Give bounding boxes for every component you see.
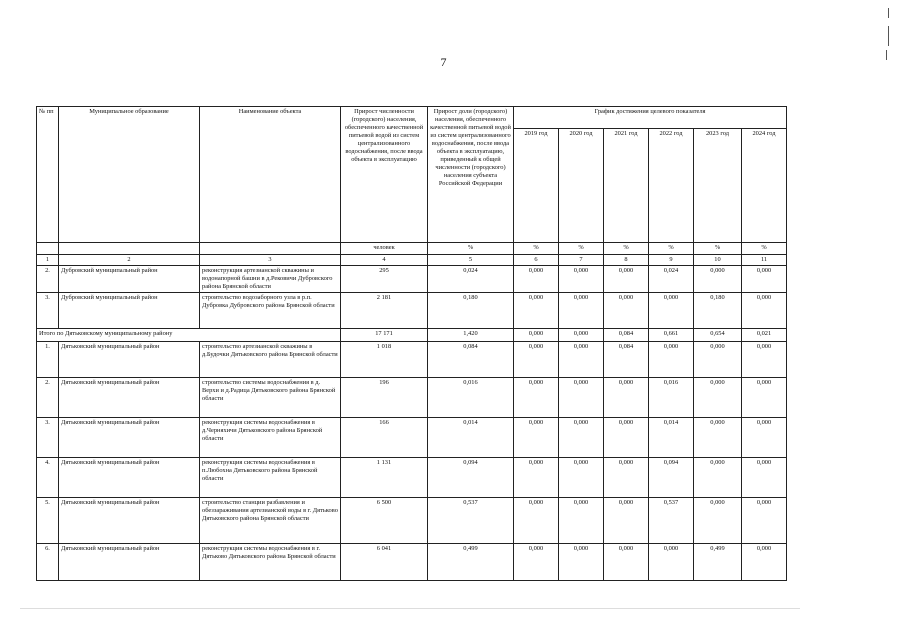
unit-cell: человек [341, 243, 428, 255]
table-row: 6. Дятьковский муниципальный район реконструкция системы водоснабжения в г. Дятьково Дятьковского района Брянской области 6 041 0,499 0,000 0,000 0,000 0,000 0,499 0,000 [37, 544, 787, 581]
column-number: 6 [514, 255, 559, 266]
unit-cell: % [604, 243, 649, 255]
header-no: № пп [37, 107, 59, 243]
table-row: 5. Дятьковский муниципальный район строительство станции разбавления и обеззараживания артезианской воды в г. Дятьково Дятьковского района Брянской области 6 500 0,537 0,000 0,000 0,000 0,537 0,000 0,000 [37, 498, 787, 544]
header-year: 2020 год [559, 129, 604, 243]
page-number: 7 [440, 55, 447, 69]
units-row [37, 243, 787, 255]
table-row: 4. Дятьковский муниципальный район реконструкция системы водоснабжения в п.Любохна Дятьковского района Брянской области 1 131 0,094 0,000 0,000 0,000 0,094 0,000 0,000 [37, 458, 787, 498]
scan-edge-mark [888, 8, 889, 18]
column-number: 7 [559, 255, 604, 266]
header-object: Наименование объекта [200, 107, 341, 243]
unit-cell: % [742, 243, 787, 255]
unit-cell: % [559, 243, 604, 255]
scan-edge-mark [888, 26, 889, 46]
header-municipality: Муниципальное образование [59, 107, 200, 243]
subtotal-row: Итого по Дятьковскому муниципальному району 17 171 1,420 0,000 0,000 0,084 0,661 0,654 0,021 [37, 329, 787, 342]
header-schedule: График достижения целевого показателя [514, 107, 787, 129]
header-year: 2022 год [649, 129, 694, 243]
header-year: 2024 год [742, 129, 787, 243]
header-year: 2023 год [694, 129, 742, 243]
header-row [37, 107, 787, 129]
column-number: 3 [200, 255, 341, 266]
header-growth-count: Прирост численности (городского) населения, обеспеченного качественной питьевой водой из систем централизованного водоснабжения, после ввода объекта в эксплуатацию [341, 107, 428, 243]
unit-cell: % [694, 243, 742, 255]
column-number: 11 [742, 255, 787, 266]
header-growth-share: Прирост доли (городского) населения, обеспеченного качественной питьевой водой из систем централизованного водоснабжения, после ввода объекта в эксплуатацию, приведенный к общей численности (городского) населения субъекта Российской Федерации [428, 107, 514, 243]
table-row: 3. Дятьковский муниципальный район реконструкция системы водоснабжения в д.Черняхичи Дятьковского района Брянской области 166 0,014 0,000 0,000 0,000 0,014 0,000 0,000 [37, 418, 787, 458]
unit-cell: % [514, 243, 559, 255]
table-row: 1. Дятьковский муниципальный район строительство артезианской скважины в д.Будочки Дятьковского района Брянской области 1 018 0,084 0,000 0,000 0,084 0,000 0,000 0,000 [37, 342, 787, 378]
column-number: 9 [649, 255, 694, 266]
column-number: 10 [694, 255, 742, 266]
table-row: 3. Дубровский муниципальный район строительство водозаборного узла в р.п. Дубровка Дубровского района Брянской области 2 181 0,180 0,000 0,000 0,000 0,000 0,180 0,000 [37, 293, 787, 329]
target-indicator-table [36, 106, 787, 581]
column-number: 1 [37, 255, 59, 266]
column-numbers-row [37, 255, 787, 266]
column-number: 8 [604, 255, 649, 266]
unit-cell: % [649, 243, 694, 255]
table-row: 2. Дубровский муниципальный район реконструкция артезианской скважины и водонапорной башни в д.Рековичи Дубровского района Брянской области 295 0,024 0,000 0,000 0,000 0,024 0,000 0,000 [37, 266, 787, 293]
column-number: 5 [428, 255, 514, 266]
scan-artifact-line [20, 608, 800, 609]
header-year: 2019 год [514, 129, 559, 243]
scan-edge-mark [886, 50, 887, 60]
table-row: 2. Дятьковский муниципальный район строительство системы водоснабжения в д. Верхи и д.Радица Дятьковского района Брянской области 196 0,016 0,000 0,000 0,000 0,016 0,000 0,000 [37, 378, 787, 418]
column-number: 4 [341, 255, 428, 266]
subtotal-label: Итого по Дятьковскому муниципальному району [37, 329, 341, 342]
column-number: 2 [59, 255, 200, 266]
unit-cell: % [428, 243, 514, 255]
header-year: 2021 год [604, 129, 649, 243]
